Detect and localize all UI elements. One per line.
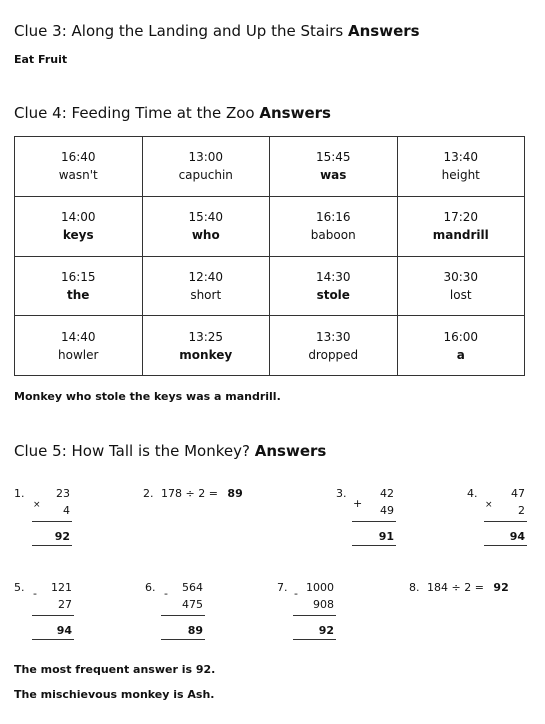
sum-rule: [32, 639, 74, 640]
cell-word: short: [190, 287, 222, 302]
question-2: [143, 487, 243, 500]
operand-b: 27: [58, 598, 72, 611]
table-cell: [270, 196, 398, 256]
table-cell: [397, 196, 525, 256]
question-8: [409, 581, 509, 594]
table-row: [15, 196, 525, 256]
operand-a: 23: [56, 487, 70, 500]
table-cell: [142, 256, 270, 316]
question-3: [334, 487, 404, 549]
operator-icon: +: [353, 497, 363, 510]
question-number: 7.: [277, 581, 288, 594]
cell-time: 13:40: [443, 150, 479, 165]
table-cell: [15, 137, 143, 197]
sum-rule: [32, 615, 74, 616]
clue3-heading-text: Clue 3: Along the Landing and Up the Stairs: [14, 22, 344, 40]
operand-a: 564: [182, 581, 203, 594]
question-number: 3.: [336, 487, 347, 500]
cell-time: 13:00: [188, 150, 224, 165]
cell-word: the: [67, 287, 90, 302]
clue4-heading: [14, 104, 331, 122]
table-cell: [142, 316, 270, 376]
table-row: [15, 256, 525, 316]
cell-time: 13:25: [188, 329, 224, 344]
answer: 89: [227, 487, 243, 500]
table-cell: [270, 316, 398, 376]
table-cell: [397, 256, 525, 316]
operator-icon: ×: [485, 500, 493, 510]
cell-time: 14:30: [315, 269, 351, 284]
cell-word: howler: [58, 347, 99, 362]
question-number: 6.: [145, 581, 156, 594]
table-cell: [142, 196, 270, 256]
sum-rule: [484, 545, 527, 546]
clue4-sentence: Monkey who stole the keys was a mandrill.: [14, 390, 281, 403]
cell-word: mandrill: [432, 228, 489, 243]
table-cell: [15, 196, 143, 256]
cell-time: 13:30: [315, 329, 351, 344]
clue3-answer: Eat Fruit: [14, 53, 68, 66]
question-number: 1.: [14, 487, 25, 500]
cell-time: 15:40: [188, 210, 224, 225]
table-cell: [15, 316, 143, 376]
operand-b: 908: [313, 598, 334, 611]
cell-time: 14:00: [60, 210, 96, 225]
table-cell: [270, 256, 398, 316]
operand-a: 1000: [306, 581, 334, 594]
operand-a: 121: [51, 581, 72, 594]
expression: 178 ÷ 2 =: [161, 487, 218, 500]
question-6: [143, 581, 213, 643]
answer: 92: [318, 624, 334, 637]
cell-time: 16:16: [315, 210, 351, 225]
cell-word: lost: [449, 287, 472, 302]
operator-icon: ×: [33, 500, 41, 510]
sum-rule: [484, 521, 527, 522]
clue4-heading-text: Clue 4: Feeding Time at the Zoo: [14, 104, 255, 122]
cell-word: keys: [62, 228, 94, 243]
answer: 92: [54, 530, 70, 543]
answer: 92: [493, 581, 509, 594]
operator-icon: -: [164, 587, 168, 600]
clue4-heading-bold: Answers: [259, 104, 331, 122]
question-5: [12, 581, 82, 643]
mischievous-monkey-line: The mischievous monkey is Ash.: [14, 688, 215, 701]
sum-rule: [293, 615, 336, 616]
cell-word: stole: [316, 287, 350, 302]
clue5-heading-text: Clue 5: How Tall is the Monkey?: [14, 442, 250, 460]
sum-rule: [293, 639, 336, 640]
table-cell: [270, 137, 398, 197]
operand-a: 42: [380, 487, 394, 500]
answer: 91: [378, 530, 394, 543]
question-4: [465, 487, 535, 549]
question-number: 4.: [467, 487, 478, 500]
table-cell: [397, 316, 525, 376]
cell-word: height: [441, 168, 480, 183]
cell-word: monkey: [179, 347, 233, 362]
operator-icon: -: [294, 587, 298, 600]
cell-time: 12:40: [188, 269, 224, 284]
sum-rule: [352, 521, 396, 522]
cell-word: who: [191, 228, 220, 243]
clue3-heading: [14, 22, 420, 40]
cell-word: wasn't: [58, 168, 98, 183]
cell-word: was: [320, 168, 347, 183]
cell-word: a: [456, 347, 465, 362]
table-cell: [142, 137, 270, 197]
feeding-time-table: [14, 136, 525, 376]
question-number: 2.: [143, 487, 154, 500]
clue5-heading: [14, 442, 326, 460]
clue3-heading-bold: Answers: [348, 22, 420, 40]
question-1: [12, 487, 82, 549]
sum-rule: [161, 639, 205, 640]
answer: 89: [187, 624, 203, 637]
operand-b: 475: [182, 598, 203, 611]
question-number: 5.: [14, 581, 25, 594]
cell-time: 30:30: [443, 269, 479, 284]
expression: 184 ÷ 2 =: [427, 581, 484, 594]
operand-a: 47: [511, 487, 525, 500]
question-number: 8.: [409, 581, 420, 594]
sum-rule: [352, 545, 396, 546]
operator-icon: -: [33, 587, 37, 600]
cell-time: 17:20: [443, 210, 479, 225]
operand-b: 49: [380, 504, 394, 517]
clue5-heading-bold: Answers: [254, 442, 327, 460]
operand-b: 4: [63, 504, 70, 517]
cell-time: 16:40: [60, 150, 96, 165]
cell-time: 14:40: [60, 329, 96, 344]
answer: 94: [509, 530, 525, 543]
frequent-answer-line: The most frequent answer is 92.: [14, 663, 216, 676]
table-row: [15, 316, 525, 376]
table-cell: [15, 256, 143, 316]
cell-time: 16:00: [443, 329, 479, 344]
table-row: [15, 137, 525, 197]
sum-rule: [32, 521, 72, 522]
operand-b: 2: [518, 504, 525, 517]
sum-rule: [161, 615, 205, 616]
answer: 94: [56, 624, 72, 637]
cell-time: 15:45: [315, 150, 351, 165]
cell-word: baboon: [310, 228, 356, 243]
cell-time: 16:15: [60, 269, 96, 284]
cell-word: dropped: [308, 347, 359, 362]
cell-word: capuchin: [178, 168, 233, 183]
question-7: [275, 581, 345, 643]
table-cell: [397, 137, 525, 197]
sum-rule: [32, 545, 72, 546]
